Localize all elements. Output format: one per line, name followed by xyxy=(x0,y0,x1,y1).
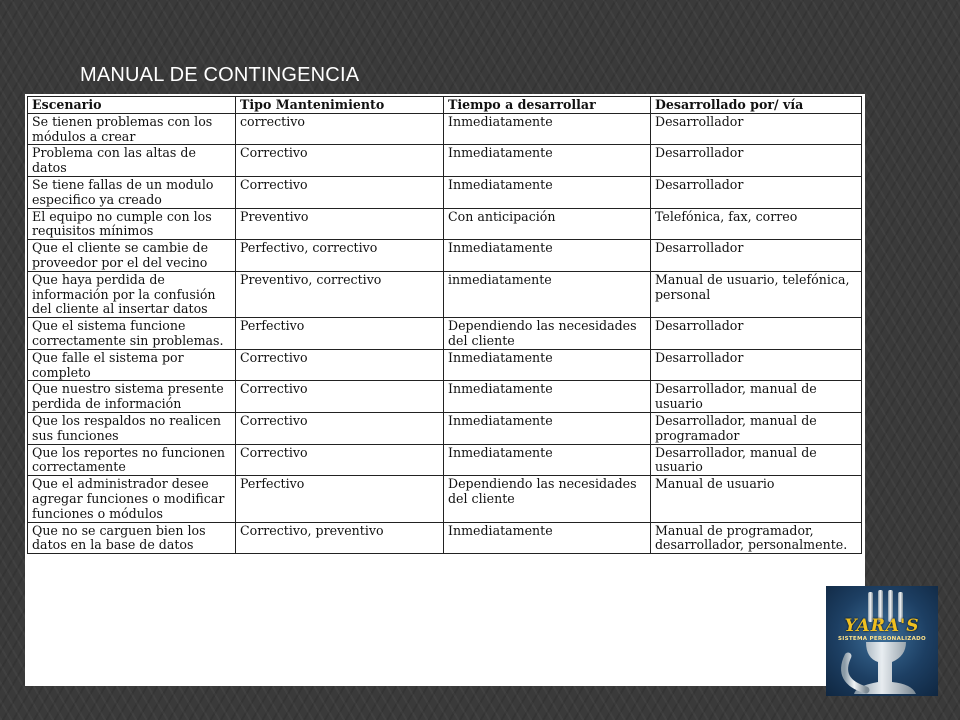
table-row xyxy=(28,318,862,350)
table-row xyxy=(28,476,862,522)
cell-tipo: Correctivo, preventivo xyxy=(236,522,444,554)
cell-desarrollado: Manual de usuario, telefónica, personal xyxy=(651,271,862,317)
cell-tiempo: Inmediatamente xyxy=(444,349,651,381)
cell-escenario: Que haya perdida de información por la confusión del cliente al insertar datos xyxy=(28,271,236,317)
cell-tipo: Correctivo xyxy=(236,412,444,444)
cell-desarrollado: Desarrollador xyxy=(651,240,862,272)
table-row xyxy=(28,381,862,413)
cell-tipo: Perfectivo xyxy=(236,318,444,350)
table-header-row xyxy=(28,97,862,114)
cell-escenario: Que nuestro sistema presente perdida de información xyxy=(28,381,236,413)
table-row xyxy=(28,208,862,240)
cell-escenario: Que los respaldos no realicen sus funciones xyxy=(28,412,236,444)
header-escenario: Escenario xyxy=(28,97,236,114)
cell-desarrollado: Desarrollador xyxy=(651,349,862,381)
cell-escenario: Se tienen problemas con los módulos a crear xyxy=(28,113,236,145)
cell-tipo: Correctivo xyxy=(236,349,444,381)
cell-desarrollado: Desarrollador, manual de usuario xyxy=(651,444,862,476)
cell-desarrollado: Manual de usuario xyxy=(651,476,862,522)
cell-escenario: Que falle el sistema por completo xyxy=(28,349,236,381)
cell-tiempo: Con anticipación xyxy=(444,208,651,240)
cell-tiempo: Dependiendo las necesidades del cliente xyxy=(444,318,651,350)
cell-tiempo: Inmediatamente xyxy=(444,176,651,208)
slide-title: MANUAL DE CONTINGENCIA xyxy=(80,64,360,86)
cell-tiempo: Inmediatamente xyxy=(444,145,651,177)
table-row xyxy=(28,113,862,145)
table-row xyxy=(28,522,862,554)
cell-tipo: Preventivo, correctivo xyxy=(236,271,444,317)
cell-tipo: Correctivo xyxy=(236,381,444,413)
header-tipo-mantenimiento: Tipo Mantenimiento xyxy=(236,97,444,114)
cell-tipo: Correctivo xyxy=(236,176,444,208)
cell-tipo: correctivo xyxy=(236,113,444,145)
cell-tiempo: inmediatamente xyxy=(444,271,651,317)
logo-brand: YARA'S xyxy=(844,616,920,636)
table-row xyxy=(28,349,862,381)
cell-desarrollado: Desarrollador xyxy=(651,113,862,145)
contingency-table-image xyxy=(25,94,865,686)
cell-escenario: Que el sistema funcione correctamente sin problemas. xyxy=(28,318,236,350)
cell-tiempo: Inmediatamente xyxy=(444,113,651,145)
cell-escenario: Que los reportes no funcionen correctamente xyxy=(28,444,236,476)
cell-escenario: Que el administrador desee agregar funciones o modificar funciones o módulos xyxy=(28,476,236,522)
cell-escenario: Que no se carguen bien los datos en la base de datos xyxy=(28,522,236,554)
cell-desarrollado: Desarrollador, manual de programador xyxy=(651,412,862,444)
cell-desarrollado: Desarrollador xyxy=(651,145,862,177)
table-row xyxy=(28,412,862,444)
cell-tiempo: Inmediatamente xyxy=(444,381,651,413)
table-row xyxy=(28,176,862,208)
cell-tiempo: Dependiendo las necesidades del cliente xyxy=(444,476,651,522)
cell-tiempo: Inmediatamente xyxy=(444,522,651,554)
cell-desarrollado: Desarrollador xyxy=(651,318,862,350)
cell-escenario: Que el cliente se cambie de proveedor por el del vecino xyxy=(28,240,236,272)
cell-tipo: Correctivo xyxy=(236,145,444,177)
cell-tipo: Correctivo xyxy=(236,444,444,476)
table-row xyxy=(28,240,862,272)
cell-tipo: Perfectivo xyxy=(236,476,444,522)
cell-desarrollado: Desarrollador xyxy=(651,176,862,208)
header-tiempo-desarrollar: Tiempo a desarrollar xyxy=(444,97,651,114)
cell-tiempo: Inmediatamente xyxy=(444,444,651,476)
table-row xyxy=(28,271,862,317)
logo-tagline: SISTEMA PERSONALIZADO xyxy=(838,636,926,642)
header-desarrollado-por: Desarrollado por/ vía xyxy=(651,97,862,114)
contingency-table xyxy=(27,96,862,554)
cell-escenario: Se tiene fallas de un modulo especifico ya creado xyxy=(28,176,236,208)
cell-desarrollado: Desarrollador, manual de usuario xyxy=(651,381,862,413)
cell-escenario: El equipo no cumple con los requisitos mínimos xyxy=(28,208,236,240)
cell-desarrollado: Manual de programador, desarrollador, personalmente. xyxy=(651,522,862,554)
cell-tiempo: Inmediatamente xyxy=(444,412,651,444)
table-row xyxy=(28,444,862,476)
cell-tipo: Preventivo xyxy=(236,208,444,240)
cell-tiempo: Inmediatamente xyxy=(444,240,651,272)
cell-desarrollado: Telefónica, fax, correo xyxy=(651,208,862,240)
cell-tipo: Perfectivo, correctivo xyxy=(236,240,444,272)
table-row xyxy=(28,145,862,177)
cell-escenario: Problema con las altas de datos xyxy=(28,145,236,177)
yaras-logo xyxy=(826,586,938,696)
